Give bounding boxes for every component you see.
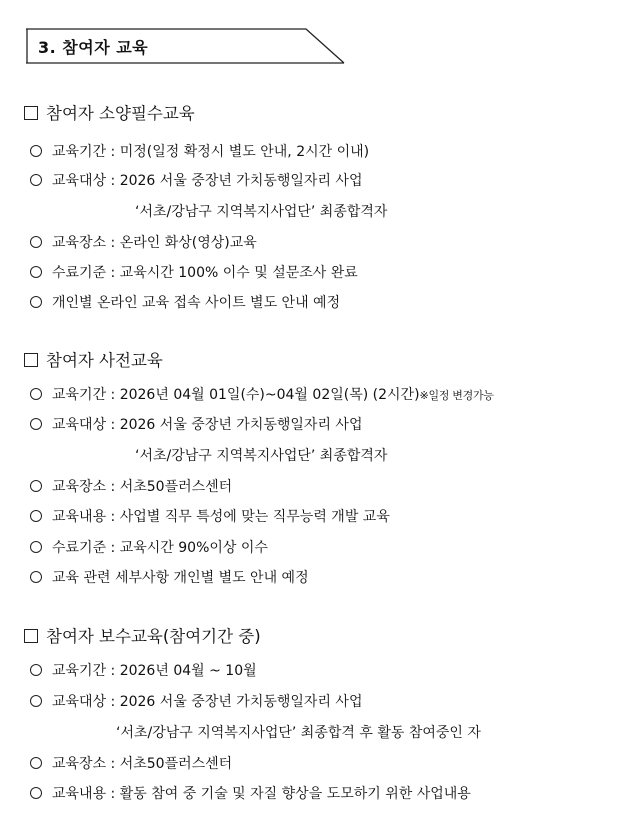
- item-text: 교육대상 : 2026 서울 중장년 가치동행일자리 사업: [52, 417, 363, 433]
- circle-bullet-icon: [30, 266, 42, 278]
- circle-bullet-icon: [30, 174, 42, 186]
- list-item-continuation: ‘서초/강남구 지역복지사업단’ 최종합격 후 활동 참여중인 자: [116, 725, 481, 741]
- checkbox-square-icon: [24, 106, 38, 120]
- list-item: [30, 141, 369, 161]
- circle-bullet-icon: [30, 388, 42, 400]
- list-item: [30, 170, 362, 190]
- list-item: [30, 414, 362, 434]
- item-text: 개인별 온라인 교육 접속 사이트 별도 안내 예정: [52, 295, 341, 311]
- list-item: [30, 476, 232, 496]
- schedule-change-note: ※일정 변경가능: [419, 389, 494, 402]
- item-text: 교육대상 : 2026 서울 중장년 가치동행일자리 사업: [52, 694, 363, 710]
- list-item: [30, 506, 390, 526]
- circle-bullet-icon: [30, 145, 42, 157]
- page-title: 3. 참여자 교육: [38, 38, 149, 57]
- item-text: 교육기간 : 2026년 04월 01일(수)~04월 02일(목) (2시간): [52, 387, 420, 403]
- circle-bullet-icon: [30, 418, 42, 430]
- item-text: 교육내용 : 활동 참여 중 기술 및 자질 향상을 도모하기 위한 사업내용: [52, 786, 471, 802]
- section-title-text: 참여자 소양필수교육: [46, 104, 195, 123]
- section-title-pre-education: [24, 347, 163, 371]
- circle-bullet-icon: [30, 664, 42, 676]
- list-item: [30, 292, 340, 312]
- circle-bullet-icon: [30, 571, 42, 583]
- item-text: 수료기준 : 교육시간 90%이상 이수: [52, 540, 268, 556]
- list-item: [30, 783, 471, 803]
- list-item: [30, 567, 309, 587]
- list-item: [30, 537, 268, 557]
- list-item: [30, 660, 257, 680]
- list-item: [30, 691, 362, 711]
- section-title-text: 참여자 보수교육(참여기간 중): [46, 627, 261, 646]
- list-item: [30, 753, 232, 773]
- circle-bullet-icon: [30, 480, 42, 492]
- list-item-continuation: ‘서초/강남구 지역복지사업단’ 최종합격자: [135, 204, 388, 220]
- item-text: 교육기간 : 2026년 04월 ~ 10월: [52, 663, 257, 679]
- circle-bullet-icon: [30, 510, 42, 522]
- circle-bullet-icon: [30, 541, 42, 553]
- section-title-refresher-education: [24, 623, 261, 647]
- list-item-continuation: ‘서초/강남구 지역복지사업단’ 최종합격자: [135, 448, 388, 464]
- section-title-literacy: [24, 100, 195, 124]
- list-item: [30, 232, 257, 252]
- section-header-tab: [26, 27, 346, 65]
- item-text: 교육장소 : 서초50플러스센터: [52, 479, 233, 495]
- list-item: [30, 262, 358, 282]
- circle-bullet-icon: [30, 757, 42, 769]
- checkbox-square-icon: [24, 629, 38, 643]
- item-text: 교육대상 : 2026 서울 중장년 가치동행일자리 사업: [52, 173, 363, 189]
- item-text: 교육장소 : 서초50플러스센터: [52, 756, 233, 772]
- circle-bullet-icon: [30, 787, 42, 799]
- item-text: 교육 관련 세부사항 개인별 별도 안내 예정: [52, 570, 309, 586]
- checkbox-square-icon: [24, 353, 38, 367]
- item-text: 수료기준 : 교육시간 100% 이수 및 설문조사 완료: [52, 265, 358, 281]
- section-title-text: 참여자 사전교육: [46, 351, 163, 370]
- item-text: 교육내용 : 사업별 직무 특성에 맞는 직무능력 개발 교육: [52, 509, 390, 525]
- circle-bullet-icon: [30, 695, 42, 707]
- circle-bullet-icon: [30, 296, 42, 308]
- item-text: 교육장소 : 온라인 화상(영상)교육: [52, 235, 257, 251]
- circle-bullet-icon: [30, 236, 42, 248]
- list-item: [30, 384, 494, 404]
- item-text: 교육기간 : 미정(일정 확정시 별도 안내, 2시간 이내): [52, 144, 370, 160]
